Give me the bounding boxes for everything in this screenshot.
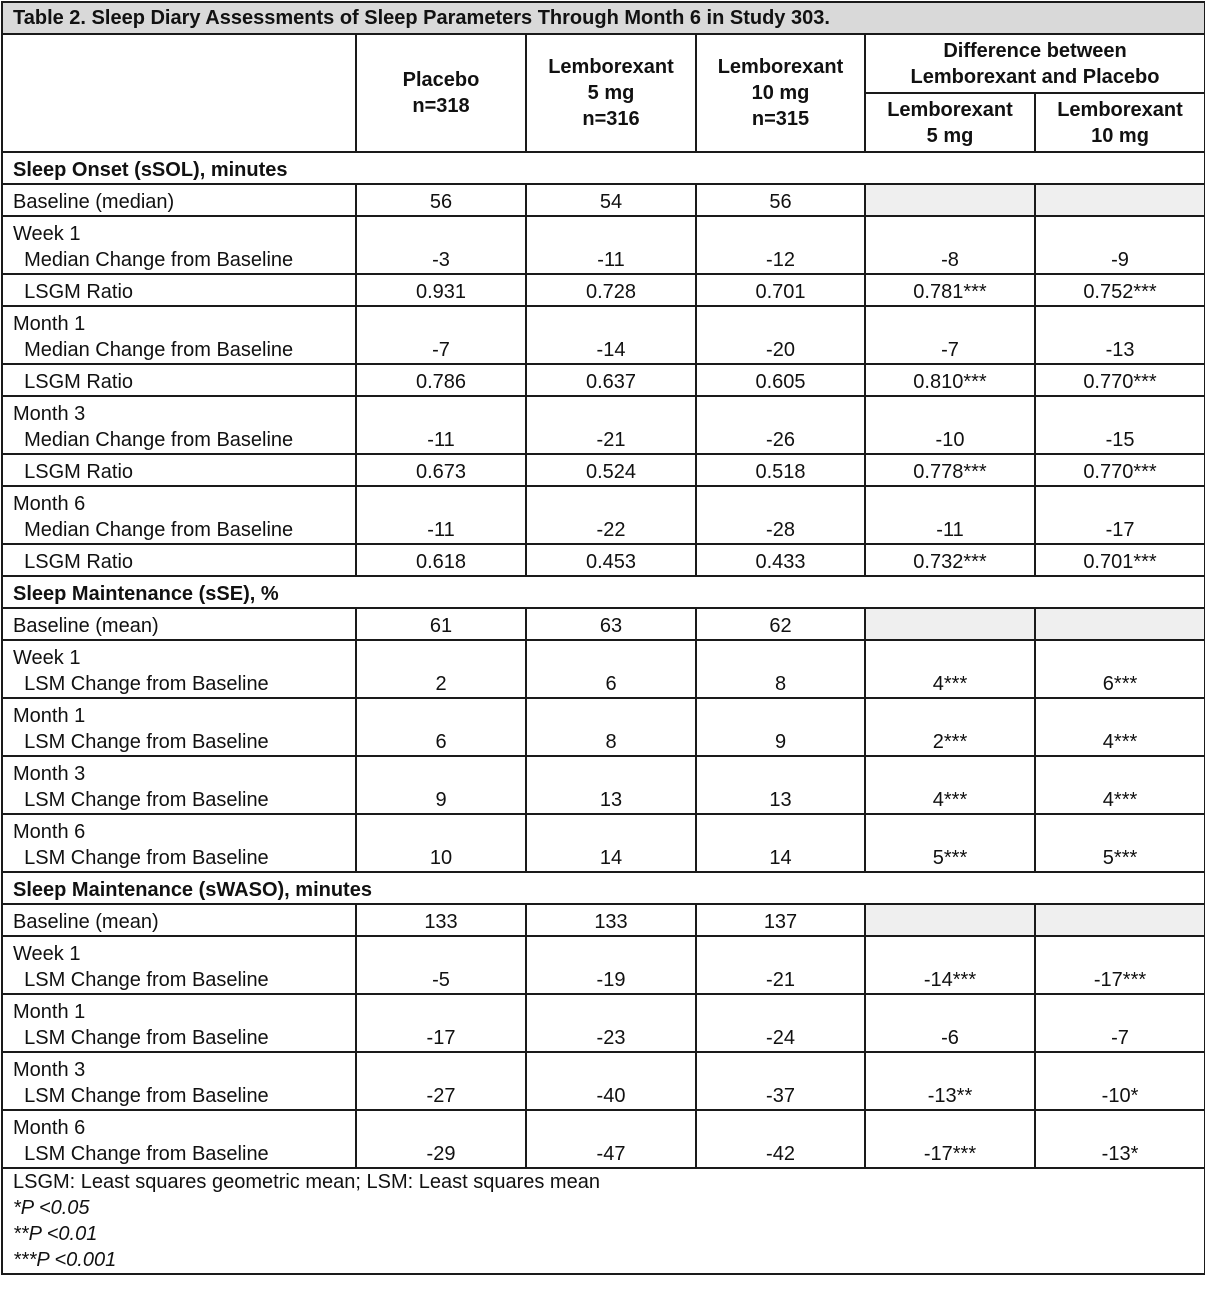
difference-cell [1035, 608, 1205, 640]
row-label: LSGM Ratio [2, 364, 356, 396]
value-cell: 0.673 [356, 454, 526, 486]
value-cell: 0.453 [526, 544, 696, 576]
value-cell: -21 [526, 396, 696, 454]
difference-cell: -7 [1035, 994, 1205, 1052]
value-cell: -11 [356, 486, 526, 544]
results-table [1, 1, 1205, 1275]
difference-cell: -13** [865, 1052, 1035, 1110]
difference-cell: 0.752*** [1035, 274, 1205, 306]
footnote-abbreviations: LSGM: Least squares geometric mean; LSM: Least squares mean [13, 1171, 600, 1193]
value-cell: -12 [696, 216, 865, 274]
table-row [2, 364, 1205, 396]
difference-cell: -6 [865, 994, 1035, 1052]
table-row [2, 306, 1205, 364]
header-lemborexant-10mg: Lemborexant 10 mg n=315 [696, 34, 865, 152]
difference-cell: 4*** [1035, 756, 1205, 814]
difference-cell: 0.732*** [865, 544, 1035, 576]
value-cell: -27 [356, 1052, 526, 1110]
header-diff-5mg: Lemborexant 5 mg [865, 93, 1035, 152]
row-label: Week 1 LSM Change from Baseline [2, 640, 356, 698]
section-header: Sleep Maintenance (sWASO), minutes [2, 872, 1205, 904]
value-cell: 0.433 [696, 544, 865, 576]
value-cell: -22 [526, 486, 696, 544]
value-cell: -37 [696, 1052, 865, 1110]
table-row [2, 608, 1205, 640]
difference-cell: -7 [865, 306, 1035, 364]
row-label: Week 1 LSM Change from Baseline [2, 936, 356, 994]
table-row [2, 904, 1205, 936]
value-cell: -26 [696, 396, 865, 454]
value-cell: 0.931 [356, 274, 526, 306]
difference-cell: 6*** [1035, 640, 1205, 698]
difference-cell: 0.810*** [865, 364, 1035, 396]
value-cell: 6 [526, 640, 696, 698]
difference-cell [865, 184, 1035, 216]
table-title: Table 2. Sleep Diary Assessments of Sleep Parameters Through Month 6 in Study 303. [2, 2, 1205, 34]
table-row [2, 814, 1205, 872]
value-cell: 13 [696, 756, 865, 814]
value-cell: -11 [526, 216, 696, 274]
row-label: LSGM Ratio [2, 454, 356, 486]
value-cell: 54 [526, 184, 696, 216]
table-row [2, 1110, 1205, 1168]
table-row [2, 994, 1205, 1052]
difference-cell: 5*** [865, 814, 1035, 872]
row-label: LSGM Ratio [2, 274, 356, 306]
difference-cell: 4*** [1035, 698, 1205, 756]
value-cell: 6 [356, 698, 526, 756]
value-cell: 0.524 [526, 454, 696, 486]
value-cell: 14 [526, 814, 696, 872]
header-blank [2, 34, 356, 152]
footnotes [2, 1168, 1205, 1274]
row-label: LSGM Ratio [2, 544, 356, 576]
value-cell: -42 [696, 1110, 865, 1168]
difference-cell: -11 [865, 486, 1035, 544]
value-cell: 9 [696, 698, 865, 756]
value-cell: -7 [356, 306, 526, 364]
difference-cell: -14*** [865, 936, 1035, 994]
table-row [2, 1052, 1205, 1110]
value-cell: 56 [356, 184, 526, 216]
difference-cell [1035, 904, 1205, 936]
row-label: Month 1 LSM Change from Baseline [2, 994, 356, 1052]
difference-cell: 4*** [865, 640, 1035, 698]
table-row [2, 454, 1205, 486]
difference-cell: 0.770*** [1035, 364, 1205, 396]
difference-cell [865, 608, 1035, 640]
value-cell: -14 [526, 306, 696, 364]
row-label: Month 1 LSM Change from Baseline [2, 698, 356, 756]
difference-cell [865, 904, 1035, 936]
value-cell: -40 [526, 1052, 696, 1110]
value-cell: 2 [356, 640, 526, 698]
value-cell: 56 [696, 184, 865, 216]
difference-cell [1035, 184, 1205, 216]
section-header: Sleep Maintenance (sSE), % [2, 576, 1205, 608]
footnote-p01: **P <0.01 [13, 1223, 98, 1245]
header-lemborexant-5mg: Lemborexant 5 mg n=316 [526, 34, 696, 152]
section-header: Sleep Onset (sSOL), minutes [2, 152, 1205, 184]
value-cell: 14 [696, 814, 865, 872]
value-cell: -21 [696, 936, 865, 994]
value-cell: 0.605 [696, 364, 865, 396]
table-row [2, 216, 1205, 274]
header-diff-10mg: Lemborexant 10 mg [1035, 93, 1205, 152]
table-body [2, 152, 1205, 1168]
row-label: Week 1 Median Change from Baseline [2, 216, 356, 274]
value-cell: 0.518 [696, 454, 865, 486]
table-row [2, 698, 1205, 756]
difference-cell: -10 [865, 396, 1035, 454]
difference-cell: -13 [1035, 306, 1205, 364]
row-label: Month 3 LSM Change from Baseline [2, 1052, 356, 1110]
table-row [2, 936, 1205, 994]
value-cell: 0.618 [356, 544, 526, 576]
value-cell: 63 [526, 608, 696, 640]
value-cell: 13 [526, 756, 696, 814]
value-cell: -47 [526, 1110, 696, 1168]
difference-cell: -10* [1035, 1052, 1205, 1110]
row-label: Month 3 LSM Change from Baseline [2, 756, 356, 814]
difference-cell: -17*** [1035, 936, 1205, 994]
value-cell: -11 [356, 396, 526, 454]
difference-cell: 0.778*** [865, 454, 1035, 486]
table-row [2, 274, 1205, 306]
value-cell: -5 [356, 936, 526, 994]
value-cell: 62 [696, 608, 865, 640]
difference-cell: -13* [1035, 1110, 1205, 1168]
difference-cell: 0.770*** [1035, 454, 1205, 486]
row-label: Month 1 Median Change from Baseline [2, 306, 356, 364]
value-cell: -3 [356, 216, 526, 274]
table-row [2, 544, 1205, 576]
table-row [2, 756, 1205, 814]
difference-cell: -8 [865, 216, 1035, 274]
value-cell: -19 [526, 936, 696, 994]
difference-cell: -17*** [865, 1110, 1035, 1168]
difference-cell: 4*** [865, 756, 1035, 814]
value-cell: -24 [696, 994, 865, 1052]
difference-cell: -15 [1035, 396, 1205, 454]
value-cell: -28 [696, 486, 865, 544]
row-label: Month 6 LSM Change from Baseline [2, 814, 356, 872]
value-cell: 137 [696, 904, 865, 936]
table-row [2, 396, 1205, 454]
header-placebo: Placebo n=318 [356, 34, 526, 152]
difference-cell: 5*** [1035, 814, 1205, 872]
footnote-p001: ***P <0.001 [13, 1249, 117, 1271]
table-row [2, 640, 1205, 698]
difference-cell: 0.781*** [865, 274, 1035, 306]
value-cell: -29 [356, 1110, 526, 1168]
table-row [2, 486, 1205, 544]
value-cell: -17 [356, 994, 526, 1052]
table-row [2, 184, 1205, 216]
row-label: Baseline (median) [2, 184, 356, 216]
header-difference-group: Difference between Lemborexant and Placebo [865, 34, 1205, 93]
value-cell: 0.728 [526, 274, 696, 306]
value-cell: 61 [356, 608, 526, 640]
value-cell: 133 [356, 904, 526, 936]
row-label: Month 3 Median Change from Baseline [2, 396, 356, 454]
row-label: Month 6 LSM Change from Baseline [2, 1110, 356, 1168]
value-cell: -23 [526, 994, 696, 1052]
value-cell: 133 [526, 904, 696, 936]
value-cell: -20 [696, 306, 865, 364]
value-cell: 0.786 [356, 364, 526, 396]
footnote-p05: *P <0.05 [13, 1197, 90, 1219]
value-cell: 0.637 [526, 364, 696, 396]
difference-cell: 0.701*** [1035, 544, 1205, 576]
value-cell: 10 [356, 814, 526, 872]
value-cell: 8 [696, 640, 865, 698]
difference-cell: 2*** [865, 698, 1035, 756]
difference-cell: -9 [1035, 216, 1205, 274]
value-cell: 9 [356, 756, 526, 814]
row-label: Baseline (mean) [2, 904, 356, 936]
row-label: Month 6 Median Change from Baseline [2, 486, 356, 544]
row-label: Baseline (mean) [2, 608, 356, 640]
value-cell: 0.701 [696, 274, 865, 306]
difference-cell: -17 [1035, 486, 1205, 544]
value-cell: 8 [526, 698, 696, 756]
